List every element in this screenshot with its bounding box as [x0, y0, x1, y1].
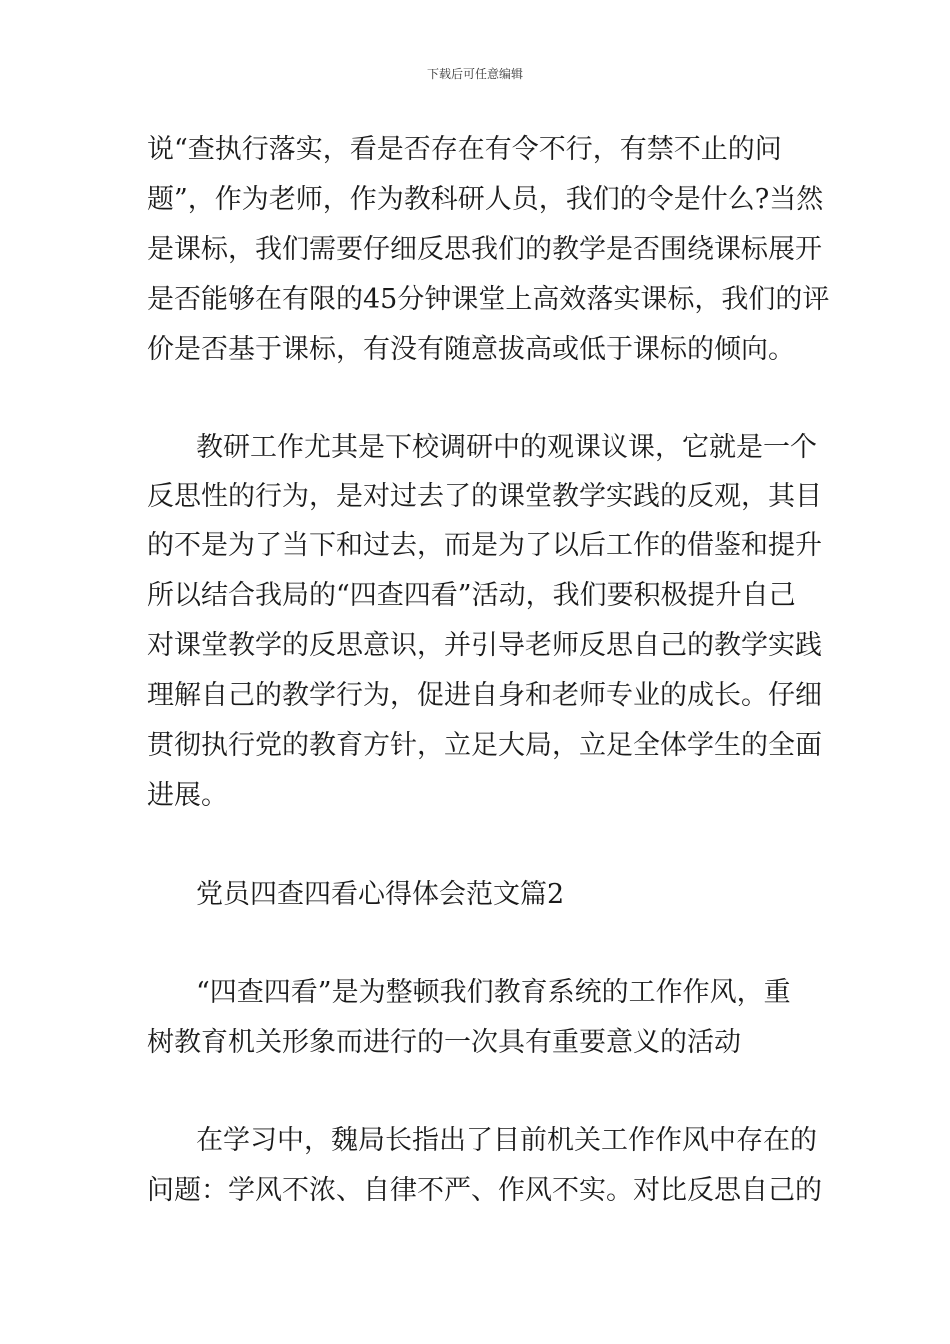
paragraph-2-line-5: 对课堂教学的反思意识，并引导老师反思自己的教学实践: [147, 630, 822, 661]
section-heading: 党员四查四看心得体会范文篇2: [196, 879, 565, 910]
paragraph-1-line-2: 题”，作为老师，作为教科研人员，我们的令是什么?当然: [147, 184, 824, 215]
paragraph-2-line-2: 反思性的行为，是对过去了的课堂教学实践的反观，其目: [147, 481, 822, 512]
paragraph-2-line-7: 贯彻执行党的教育方针，立足大局，立足全体学生的全面: [147, 730, 822, 761]
paragraph-3-line-2: 树教育机关形象而进行的一次具有重要意义的活动: [147, 1027, 741, 1058]
paragraph-1-line-3: 是课标，我们需要仔细反思我们的教学是否围绕课标展开: [147, 234, 822, 265]
paragraph-1-line-1: 说“查执行落实，看是否存在有令不行，有禁不止的问: [147, 134, 782, 165]
page-header: 下载后可任意编辑: [426, 67, 523, 81]
paragraph-1-line-4: 是否能够在有限的45分钟课堂上高效落实课标，我们的评: [147, 284, 830, 315]
paragraph-2-line-3: 的不是为了当下和过去，而是为了以后工作的借鉴和提升: [147, 530, 822, 561]
paragraph-4-line-1: 在学习中，魏局长指出了目前机关工作作风中存在的: [196, 1125, 817, 1156]
paragraph-1-line-5: 价是否基于课标，有没有随意拔高或低于课标的倾向。: [147, 334, 795, 365]
paragraph-3-line-1: “四查四看”是为整顿我们教育系统的工作作风，重: [196, 977, 791, 1008]
paragraph-2-line-6: 理解自己的教学行为，促进自身和老师专业的成长。仔细: [147, 680, 822, 711]
paragraph-4-line-2: 问题：学风不浓、自律不严、作风不实。对比反思自己的: [147, 1175, 822, 1206]
paragraph-2-line-1: 教研工作尤其是下校调研中的观课议课，它就是一个: [196, 432, 817, 463]
paragraph-2-line-4: 所以结合我局的“四查四看”活动，我们要积极提升自己: [147, 580, 796, 611]
paragraph-2-line-8: 进展。: [147, 780, 228, 811]
